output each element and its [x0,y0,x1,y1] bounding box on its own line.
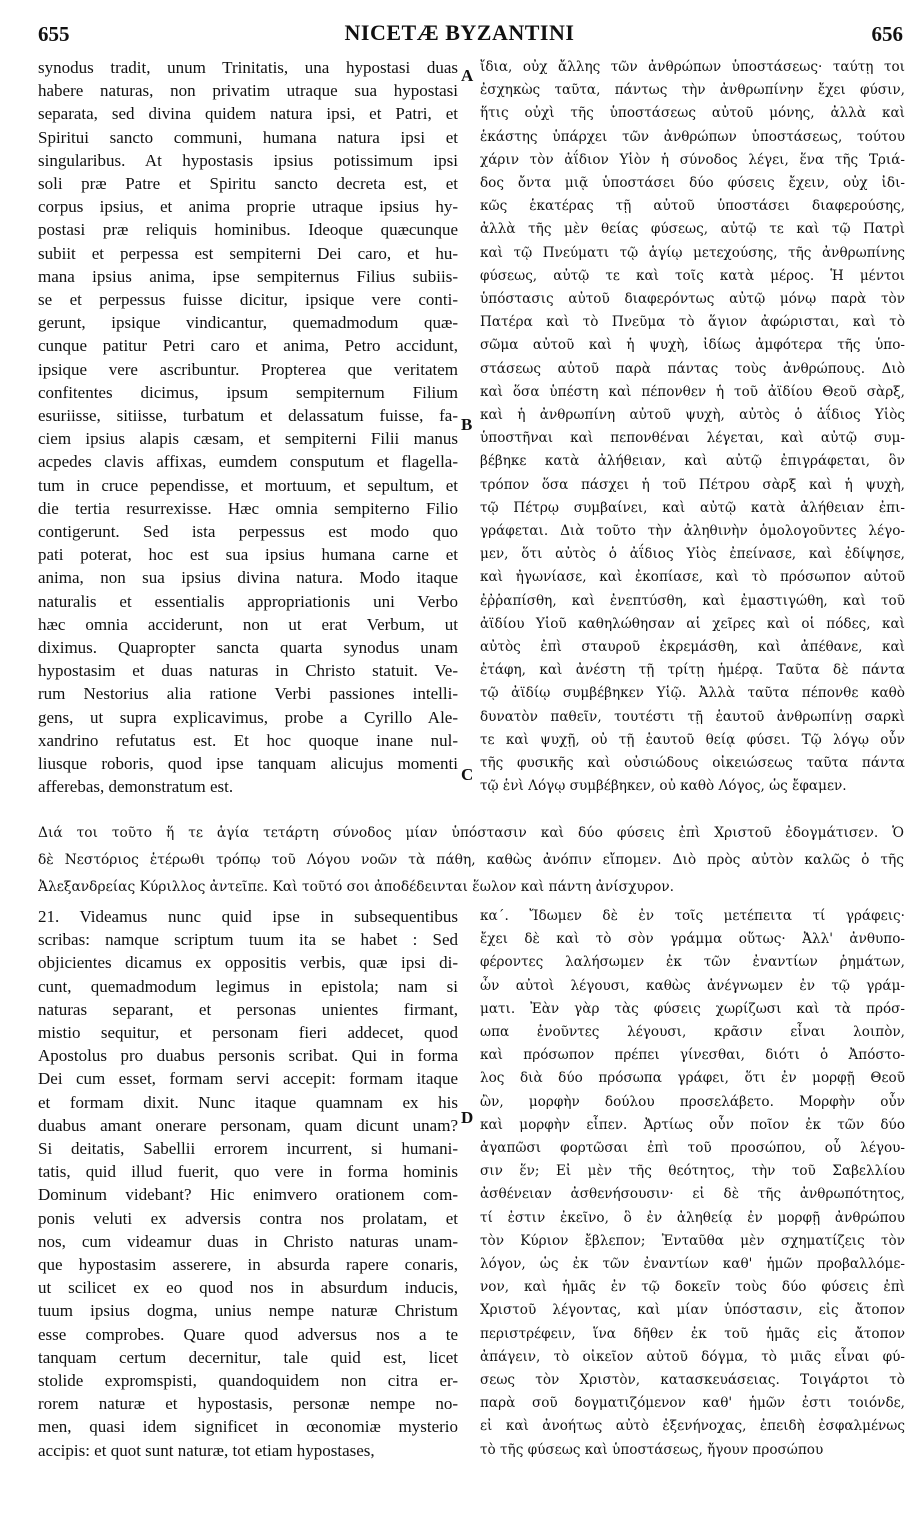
greek-column-bottom [480,905,905,1462]
text-line: δυνατὸν παθεῖν, τουτέστι τῇ ἑαυτοῦ ἀνθρωπίνῃ σαρκὶ [480,708,905,725]
text-line: ἔχει δὲ καὶ τὸ σὸν γράμμα οὕτως· Ἀλλ' ἀνθυπο- [480,931,905,948]
text-line: λος διὰ δύο πρόσωπα γράφει, ὅτι ἐν μορφῇ Θεοῦ [480,1070,905,1087]
text-line: ἀπάγειν, τὸ οἰκεῖον αὐτοῦ δόγμα, τὸ μιᾶς εἶναι φύ- [480,1348,905,1365]
text-line: mana ipsius anima, ipse sempiternus Filius subiis- [38,266,458,286]
text-line: τε καὶ ψυχῇ, οὐ τῇ ἑαυτοῦ θείᾳ φύσει. Τῷ λόγῳ οὖν [480,731,905,748]
text-line: χάριν τὸν ἀΐδιον Υἱὸν ἡ σύνοδος λέγει, ἕνα τῆς Τριά- [480,151,905,168]
text-line: τῷ ἀϊδίῳ συμβέβηκεν Υἱῷ. Ἀλλὰ ταῦτα πέπονθε καθὸ [480,685,905,702]
text-line: rorem naturæ et hypostasis, personæ nempe no- [38,1394,458,1414]
text-line: rum Nestorius alia ratione Verbi passiones intelli- [38,684,458,704]
text-line: pati poterat, hoc est sua ipsius humana carne et [38,545,458,565]
text-line: ἴδια, οὐχ ἄλλης τῶν ἀνθρώπων ὑποστάσεως· ταύτῃ τοι [480,59,905,75]
text-line: habere naturas, non privatim utraque sua hypostasi [38,81,458,101]
text-line: Διά τοι τοῦτο ἥ τε ἁγία τετάρτη σύνοδος μίαν ὑπόστασιν καὶ δύο φύσεις ἐπὶ Χριστοῦ ἐδογμάτισεν. Ὁ [38,825,904,841]
text-line: anima, non sua ipsius divina natura. Modo itaque [38,568,458,588]
text-line: mistio sequitur, et personam fieri addecet, quod [38,1023,458,1043]
text-line: τὸ τῆς φύσεως καὶ ὑποστάσεως, ἤγουν προσώπου [480,1441,824,1458]
latin-column-top [38,56,458,799]
text-line: ἐσχηκὼς ταῦτα, πάντως τὴν ἀνθρωπίνην ἔχει φύσιν, [480,82,905,99]
text-line: acpedes clavis affixas, eumdem consputum et flagella- [38,452,458,472]
text-line: εἰ καὶ ἀνοήτως αὐτὸ ἐξενήνοχας, ἐπειδὴ ἐσφαλμένως [480,1418,905,1435]
text-line: hypostasim et duas naturas in Christo statuit. Ve- [38,661,458,681]
text-line: ipsique vere ascribuntur. Propterea que veritatem [38,359,458,379]
text-line: σῶμα αὐτοῦ καὶ ἡ ψυχὴ, ἰδίως ἀμφότερα τῆς ὑπο- [480,337,905,354]
text-line: παρὰ σοῦ δογματιζόμενον καθ' ἡμῶν ἐστι τοιόνδε, [480,1395,905,1412]
text-line: cunque patitur Petri caro et anima, Petro accidunt, [38,336,458,356]
text-line: τῆς φυσικῆς καὶ οὐσιώδους οἰκειώσεως ταῦτα πάντα [480,755,905,772]
text-line: die tertia resurrexisse. Hæc omnia sempiterno Filio [38,498,458,518]
text-line: ἀσθένειαν ἀσθενήσουσιν· εἰ δὲ τῆς ἀνθρωπότητος, [480,1186,905,1203]
text-line: αὐτὸς ἐπὶ σταυροῦ ἐκρεμάσθη, καὶ ἀπέθανε, καὶ [480,639,905,656]
text-line: diximus. Quapropter sancta quarta synodus unam [38,638,458,658]
text-line: duabus amant onerare personam, quam dicunt unam? [38,1115,458,1135]
text-line: Πατέρα καὶ τὸ Πνεῦμα τὸ ἅγιον ἀφώρισται, καὶ τὸ [480,314,905,331]
text-line: ἀϊδίου Υἱοῦ καθηλώθησαν αἱ χεῖρες καὶ οἱ πόδες, καὶ [480,615,905,632]
page-number-left: 655 [38,22,70,46]
text-line: Ἀλεξανδρείας Κύριλλος ἀντεῖπε. Καὶ τοῦτό σοι ἀποδέδεινται ἕωλον καὶ πάντη ἀνίσχυρον. [38,879,675,895]
text-line: afferebas, demonstratum est. [38,777,234,797]
text-line: ἀγαπῶσι φορτῶσαι ἐπὶ τοῦ προσώπου, οὗ λέγου- [480,1140,905,1157]
text-line: objicientes dicamus ex oppositis verbis, quæ ipsi di- [38,953,458,973]
text-line: nos, cum videamur duas in Christo naturas unam- [38,1231,458,1251]
text-line: naturalis et essentialis appropriationis uni Verbo [38,591,458,611]
text-line: καὶ ἡ ἀνθρωπίνη αὐτοῦ ψυχὴ, αὐτὸς ὁ ἀΐδιος Υἱὸς [480,407,905,424]
text-line: Χριστοῦ λέγοντας, καὶ μίαν ὑπόστασιν, εἰς ἄτοπον [480,1302,905,1319]
text-line: ματι. Ἐὰν γὰρ τὰς φύσεις χωρίζωσι καὶ τὰ πρόσ- [480,1000,905,1017]
text-line: tuum ipsius dogma, unius nempe naturæ Christum [38,1301,458,1321]
text-line: Apostolus pro duabus personis scribat. Qui in forma [38,1046,458,1066]
text-line: καὶ ὅσα ὑπέστη καὶ πέπονθεν ἡ τοῦ ἀϊδίου Θεοῦ σὰρξ, [480,383,905,400]
page-number-right: 656 [871,22,903,46]
text-line: Dominum videbant? Hic enimvero orationem com- [38,1185,458,1205]
text-line: ωπα ἑνοῦντες λέγουσι, κρᾶσιν εἶναι λοιπὸν, [480,1024,905,1041]
margin-marker-a: A [461,66,474,85]
text-line: esuriisse, sitiisse, turbatum et delassatum fuisse, fa- [38,406,458,426]
text-line: postasi præ reliquis hominibus. Ideoque quæcunque [38,220,458,240]
text-line: νον, καὶ ἡμᾶς ἐν τῷ δοκεῖν τοὺς δύο φύσεις ἐπὶ [480,1279,905,1296]
text-line: κῶς ἑκατέρας τῇ αὐτοῦ ὑποστάσει διαφερούσης, [480,198,905,215]
text-line: men, quasi idem significet in œconomiæ mysterio [38,1417,458,1437]
text-line: σεως τὸν Χριστὸν, κατασκευάσειας. Τοιγάρτοι τὸ [480,1372,905,1389]
text-line: ἥτις οὐχὶ τῆς ὑποστάσεως αὐτοῦ μόνης, ἀλλὰ καὶ [480,105,905,122]
text-line: ἀλλὰ τῆς μὲν θείας φύσεως, αὐτῷ τε καὶ τῷ Πατρὶ [480,221,905,238]
greek-column-top [480,56,905,799]
margin-marker-b: B [461,415,473,434]
text-line: corpus ipsius, et anima proprie utraque ipsius hy- [38,197,458,217]
text-line: synodus tradit, unum Trinitatis, una hypostasi duas [38,58,458,77]
text-line: σιν ἕν; Εἰ μὲν τῆς θεότητος, τὴν τοῦ Σαβελλίου [480,1163,905,1180]
text-line: accipis: et quot sunt naturæ, tot etiam hypostases, [38,1440,375,1460]
text-line: et formam dixit. Nunc itaque quamnam ex his [38,1092,458,1112]
text-line: hæc omnia acciderunt, non ut erat Verbum, ut [38,614,458,634]
text-line: scribas: namque scriptum tuum ita se habet : Sed [38,930,458,950]
text-line: περιστρέφειν, ἵνα δῆθεν ἐκ τοῦ ἡμᾶς εἰς ἄτοπον [480,1325,905,1342]
text-line: ὢν, μορφὴν δούλου προσελάβετο. Μορφὴν οὖν [480,1093,905,1110]
text-line: esse comprobes. Quare quod adversus nos a te [38,1324,458,1344]
text-line: τρόπον ὅσα πάσχει ἡ τοῦ Πέτρου σὰρξ καὶ ἡ ψυχὴ, [480,476,905,493]
text-line: tanquam certum decernitur, tale quid est, licet [38,1347,458,1367]
text-line: ἑκάστης ὑπάρχει τῶν ἀνθρώπων ὑποστάσεως, τούτου [480,128,905,145]
text-line: τί ἐστιν ἐκεῖνο, ὃ ἐν ἀληθείᾳ ἐν μορφῇ ἀνθρώπου [480,1209,905,1226]
text-line: φύσεως, αὐτῷ τε καὶ τοῖς κατὰ μέρος. Ἡ μέντοι [480,267,905,284]
text-line: xandrino refutatus est. Et hoc quoque inane nul- [38,730,458,750]
text-line: τὸν Κύριον ἔβλεπον; Ἐνταῦθα μὲν σχηματίζεις τὸν [480,1232,905,1249]
text-line: γράφεται. Διὰ τοῦτο τὴν ἀληθινὴν ὁμολογοῦντες λέγο- [480,523,905,540]
text-line: Si deitatis, Sabellii errorem incurrent, si humani- [38,1139,458,1159]
text-line: stolide expromspisti, quandoquidem non citra er- [38,1371,458,1391]
text-line: καὶ τῷ Πνεύματι τῷ ἁγίῳ μετεχούσης, τῆς ἀνθρωπίνης [480,244,905,261]
margin-marker-d: D [461,1108,474,1127]
text-line: δος ὄντα μιᾷ ὑποστάσει δύο φύσεις ἔχειν, οὐχ ἰδι- [480,175,905,192]
text-line: καὶ πρόσωπον πρέπει γίνεσθαι, διότι ὁ Ἀπόστο- [480,1047,905,1064]
text-line: ὑπόστασις αὐτοῦ διαφερόντως αὐτῷ μόνῳ παρὰ τὸν [480,291,905,308]
text-line: se et perpessus fuisse dicitur, ipsique vere conti- [38,290,458,310]
text-line: Dei cum esset, formam servi accepit: formam itaque [38,1069,458,1089]
text-line: ἐῤῥαπίσθη, καὶ ἐνεπτύσθη, καὶ ἐμαστιγώθη, καὶ τοῦ [480,592,905,609]
text-line: subiit et perpessa est sempiterni Dei caro, et hu- [38,243,458,263]
text-line: ponis veluti ex adversis contra nos prolatam, et [38,1208,458,1228]
text-line: naturas separant, et personas unientes firmant, [38,999,458,1019]
text-line: 21. Videamus nunc quid ipse in subsequentibus [38,907,458,926]
text-line: ciem ipsius alapis cæsam, et sempiterni Filii manus [38,429,458,449]
text-line: στάσεως αὐτοῦ παρὰ πάντας τοὺς ἀνθρώπους. Διὸ [480,360,905,377]
text-line: Spiritui sancto communi, humana natura ipsi et [38,127,458,147]
text-line: gerunt, ipsique vindicantur, quemadmodum quæ- [38,313,458,333]
text-line: ὑποστῆναι καὶ πεπονθέναι λέγεται, καὶ αὐτῷ συμ- [480,430,905,447]
text-line: que hypostasim asserere, in absurda rapere conaris, [38,1255,458,1275]
text-line: confitentes dicimus, ipsum sempiternum Filium [38,382,458,402]
text-line: contigerunt. Sed ista perpessus est modo quo [38,522,458,542]
text-line: μεν, ὅτι αὐτὸς ὁ ἀΐδιος Υἱὸς ἐπείνασε, καὶ ἐδίψησε, [480,546,905,563]
text-line: separata, sed divina quidem natura ipsi, et Patri, et [38,104,458,124]
running-title: NICETÆ BYZANTINI [344,20,575,45]
text-line: λόγον, ὡς ἐκ τῶν ἐναντίων καθ' ἡμῶν προβαλλόμε- [480,1256,905,1273]
greek-full-width-paragraph [38,820,904,901]
text-line: singularibus. At hypostasis ipsius potissimum ipsi [38,150,458,170]
text-line: καὶ ἠγωνίασε, καὶ ἐκοπίασε, καὶ τὸ πρόσωπον αὐτοῦ [480,569,905,586]
text-line: tatis, quid illud fuerit, quo vere in forma hominis [38,1162,458,1182]
text-line: cunt, quemadmodum legimus in epistola; nam si [38,976,458,996]
text-line: τῷ ἑνὶ Λόγῳ συμβέβηκεν, οὐ καθὸ Λόγος, ὡς ἔφαμεν. [480,778,847,795]
text-line: βέβηκε κατὰ ἀλήθειαν, καὶ αὐτῷ ἐπιγράφεται, ὃν [480,453,905,470]
latin-column-bottom [38,905,458,1462]
text-line: καὶ μορφὴν εἶπεν. Ἀρτίως οὖν ποῖον ἐκ τῶν δύο [480,1116,905,1133]
margin-marker-c: C [461,765,474,784]
text-line: gens, ut supra explicavimus, probe a Cyrillo Ale- [38,707,458,727]
text-line: ὧν αὐτοὶ λέγουσι, καθὼς ἀνέγνωμεν ἐν τῷ γράμ- [480,977,905,994]
text-line: κα΄. Ἴδωμεν δὲ ἐν τοῖς μετέπειτα τί γράφεις· [480,908,905,924]
text-line: ut scilicet ex eo quod nos in absurdum inducis, [38,1278,458,1298]
text-line: tum in cruce pependisse, et mortuum, et sepultum, et [38,475,458,495]
text-line: δὲ Νεστόριος ἑτέρωθι τρόπῳ τοῦ Λόγου νοῶν τὰ πάθη, καθὼς ἀνόπιν εἴπομεν. Διὸ πρὸς αὐτὸν καλῶς ὁ τῆς [38,852,904,868]
text-line: φέροντες λαλήσωμεν ἐκ τῶν ἐναντίων ῥημάτων, [480,954,905,971]
text-line: liusque roboris, quod ipse tanquam alicujus momenti [38,754,458,774]
text-line: soli præ Patre et Spiritu sancto decreta est, et [38,174,458,194]
text-line: τῷ Πέτρῳ συμβαίνει, καὶ αὐτῷ κατὰ ἀλήθειαν ἐπι- [480,499,905,516]
text-line: ἐτάφη, καὶ ἀνέστη τῇ τρίτῃ ἡμέρᾳ. Ταῦτα δὲ πάντα [480,662,905,679]
